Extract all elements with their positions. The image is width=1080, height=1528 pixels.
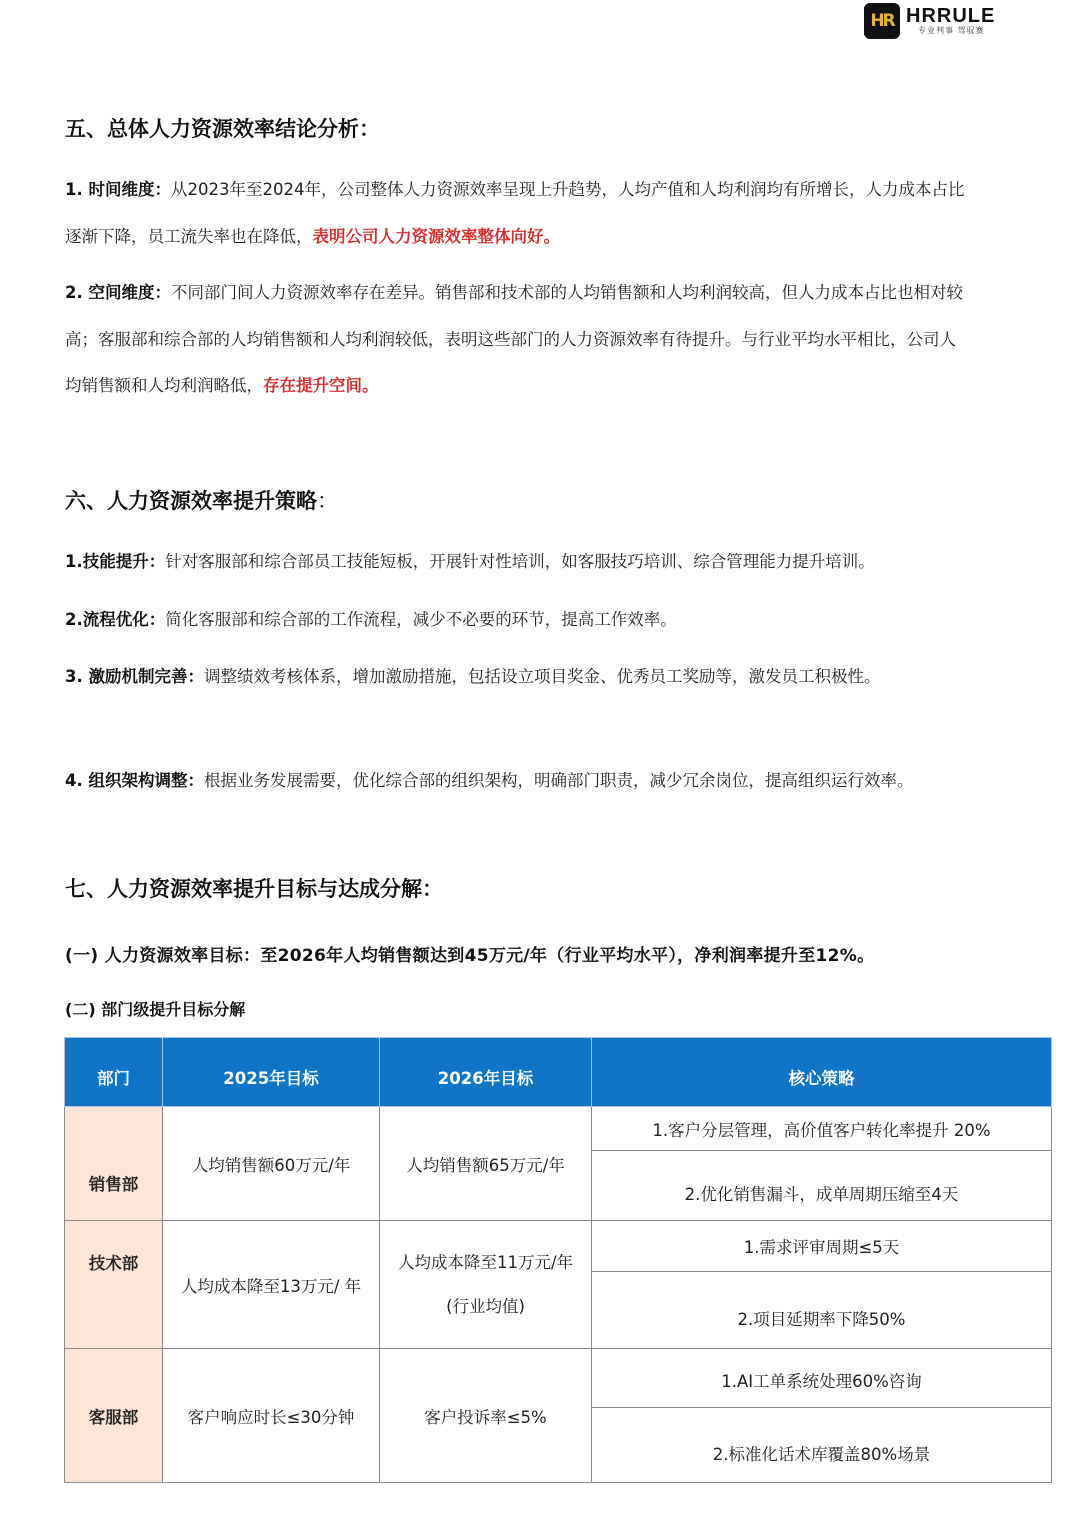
header-2026: 2026年目标 [380,1038,592,1107]
department-targets-subtitle: (二) 部门级提升目标分解 [65,1000,246,1019]
header-2025: 2025年目标 [163,1038,380,1107]
section-5-paragraph-2: 2. 空间维度：不同部门间人力资源效率存在差异。销售部和技术部的人均销售额和人均利润较高，但人力成本占比也相对较高；客服部和综合部的人均销售额和人均利润较低，表明这些部门的人力资源效率有待提升。与行业平均水平相比，公司人均销售额和人均利润略低，存在提升空间。 [65,283,963,395]
strategy-cell: 2.优化销售漏斗，成单周期压缩至4天 [592,1151,1052,1221]
table-row [65,1221,1052,1272]
logo-name: HRRULE [906,5,996,27]
section-5-paragraph-1: 1. 时间维度：从2023年至2024年，公司整体人力资源效率呈现上升趋势，人均产值和人均利润均有所增长，人力成本占比逐渐下降，员工流失率也在降低，表明公司人力资源效率整体向好。 [65,180,965,246]
logo-mark-icon: HR [864,3,900,39]
dept-cell: 客服部 [65,1349,163,1483]
highlight-text: 表明公司人力资源效率整体向好。 [312,226,560,246]
strategy-cell: 1.客户分层管理，高价值客户转化率提升 20% [592,1107,1052,1151]
section-5-title: 五、总体人力资源效率结论分析： [65,117,380,141]
strategy-item: 1.技能提升：针对客服部和综合部员工技能短板，开展针对性培训，如客服技巧培训、综合管理能力提升培训。 [65,552,875,571]
strategy-item: 2.流程优化：简化客服部和综合部的工作流程，减少不必要的环节，提高工作效率。 [65,610,677,629]
strategy-cell: 2.项目延期率下降50% [592,1272,1052,1349]
strategy-item: 4. 组织架构调整：根据业务发展需要，优化综合部的组织架构，明确部门职责，减少冗余岗位，提高组织运行效率。 [65,771,914,790]
target-2026-cell: 人均成本降至11万元/年(行业均值) [380,1221,592,1349]
target-2025-cell: 人均成本降至13万元/ 年 [163,1221,380,1349]
brand-logo [864,2,995,40]
dept-cell: 销售部 [65,1107,163,1221]
section-7-title: 七、人力资源效率提升目标与达成分解： [65,877,443,901]
target-2025-cell: 客户响应时长≤30分钟 [163,1349,380,1483]
section-6-title: 六、人力资源效率提升策略： [65,489,338,513]
target-2026-cell: 客户投诉率≤5% [380,1349,592,1483]
department-targets-table [64,1037,1052,1483]
strategy-item: 3. 激励机制完善：调整绩效考核体系，增加激励措施，包括设立项目奖金、优秀员工奖励等，激发员工积极性。 [65,667,881,686]
strategy-cell: 1.AI工单系统处理60%咨询 [592,1349,1052,1408]
header-dept: 部门 [65,1038,163,1107]
strategy-cell: 1.需求评审周期≤5天 [592,1221,1052,1272]
target-2025-cell: 人均销售额60万元/年 [163,1107,380,1221]
strategy-cell: 2.标准化话术库覆盖80%场景 [592,1408,1052,1483]
target-2026-cell: 人均销售额65万元/年 [380,1107,592,1221]
table-header-row [65,1038,1052,1107]
table-row [65,1349,1052,1408]
efficiency-goal: (一) 人力资源效率目标：至2026年人均销售额达到45万元/年（行业平均水平），净利润率提升至12%。 [65,946,875,966]
dept-cell: 技术部 [65,1221,163,1349]
logo-slogan: 专业判事 驾驭赛 [918,26,985,35]
header-strategy: 核心策略 [592,1038,1052,1107]
table-row [65,1107,1052,1151]
highlight-text: 存在提升空间。 [263,376,379,395]
